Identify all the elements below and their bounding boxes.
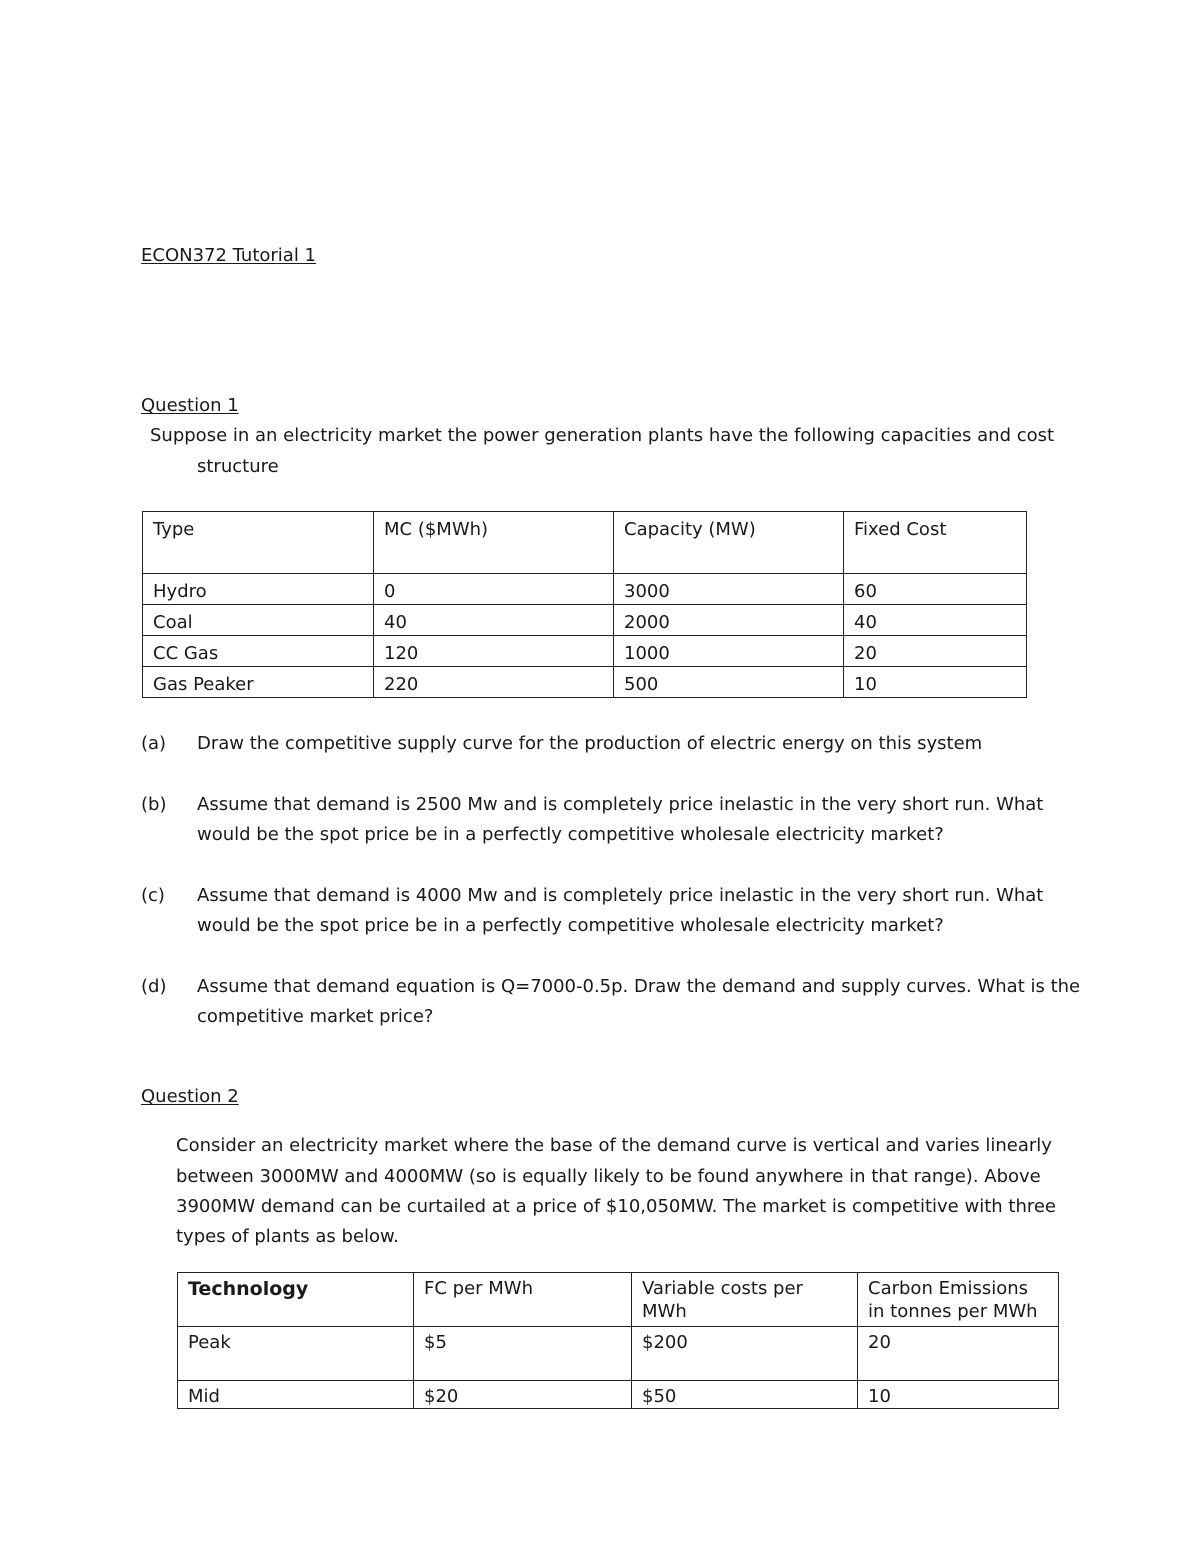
part-c-text-line-1: Assume that demand is 4000 Mw and is completely price inelastic in the very short run. What [197,885,1044,906]
cost-table-header-row [143,512,1027,574]
part-b-text-line-2: would be the spot price be in a perfectly competitive wholesale electricity market? [197,824,944,845]
table-cell: Gas Peaker [143,667,374,698]
table-row [143,605,1027,636]
question-2-para-line-3: 3900MW demand can be curtailed at a price of $10,050MW. The market is competitive with three [176,1196,1057,1217]
table-row [143,667,1027,698]
header-variable-costs: Variable costs per MWh [632,1273,858,1327]
table-cell: 10 [858,1381,1059,1409]
table-row [143,574,1027,605]
part-c-text-line-2: would be the spot price be in a perfectly competitive wholesale electricity market? [197,915,944,936]
table-cell: 220 [374,667,614,698]
part-a-text: Draw the competitive supply curve for the production of electric energy on this system [197,733,983,754]
table-cell: Mid [178,1381,414,1409]
question-2-para-line-2: between 3000MW and 4000MW (so is equally likely to be found anywhere in that range). Above [176,1166,1041,1187]
part-a-label: (a) [141,733,167,754]
table-cell: $5 [414,1327,632,1381]
table-row [178,1381,1059,1409]
table-cell: $20 [414,1381,632,1409]
cost-structure-table [142,511,1027,698]
table-cell: 2000 [614,605,844,636]
question-2-heading: Question 2 [141,1086,239,1107]
table-cell: $200 [632,1327,858,1381]
table-cell: CC Gas [143,636,374,667]
header-capacity: Capacity (MW) [614,512,844,574]
table-cell: 20 [858,1327,1059,1381]
table-cell: 10 [844,667,1027,698]
part-b-text-line-1: Assume that demand is 2500 Mw and is completely price inelastic in the very short run. What [197,794,1044,815]
document-title: ECON372 Tutorial 1 [141,245,316,266]
table-cell: Coal [143,605,374,636]
table-cell: 40 [374,605,614,636]
table-cell: 20 [844,636,1027,667]
header-technology: Technology [178,1273,414,1327]
table-cell: 60 [844,574,1027,605]
header-mc: MC ($MWh) [374,512,614,574]
part-c-label: (c) [141,885,165,906]
technology-table-header-row [178,1273,1059,1327]
header-type: Type [143,512,374,574]
question-1-heading: Question 1 [141,395,239,416]
technology-table [177,1272,1059,1409]
question-1-intro-line-2: structure [197,456,279,477]
question-1-intro-line-1: Suppose in an electricity market the power generation plants have the following capacities and cost [150,425,1055,446]
part-b-label: (b) [141,794,167,815]
question-2-para-line-4: types of plants as below. [176,1226,399,1247]
header-fc-per-mwh: FC per MWh [414,1273,632,1327]
header-fixed-cost: Fixed Cost [844,512,1027,574]
part-d-label: (d) [141,976,167,997]
part-d-text-line-2: competitive market price? [197,1006,434,1027]
table-row [143,636,1027,667]
table-cell: $50 [632,1381,858,1409]
table-cell: 40 [844,605,1027,636]
table-cell: 500 [614,667,844,698]
part-d-text-line-1: Assume that demand equation is Q=7000-0.5p. Draw the demand and supply curves. What is the [197,976,1081,997]
table-row [178,1327,1059,1381]
question-2-para-line-1: Consider an electricity market where the base of the demand curve is vertical and varies linearly [176,1135,1052,1156]
table-cell: 1000 [614,636,844,667]
table-cell: 0 [374,574,614,605]
table-cell: Hydro [143,574,374,605]
header-carbon-emissions: Carbon Emissions in tonnes per MWh [858,1273,1059,1327]
table-cell: 3000 [614,574,844,605]
table-cell: 120 [374,636,614,667]
table-cell: Peak [178,1327,414,1381]
